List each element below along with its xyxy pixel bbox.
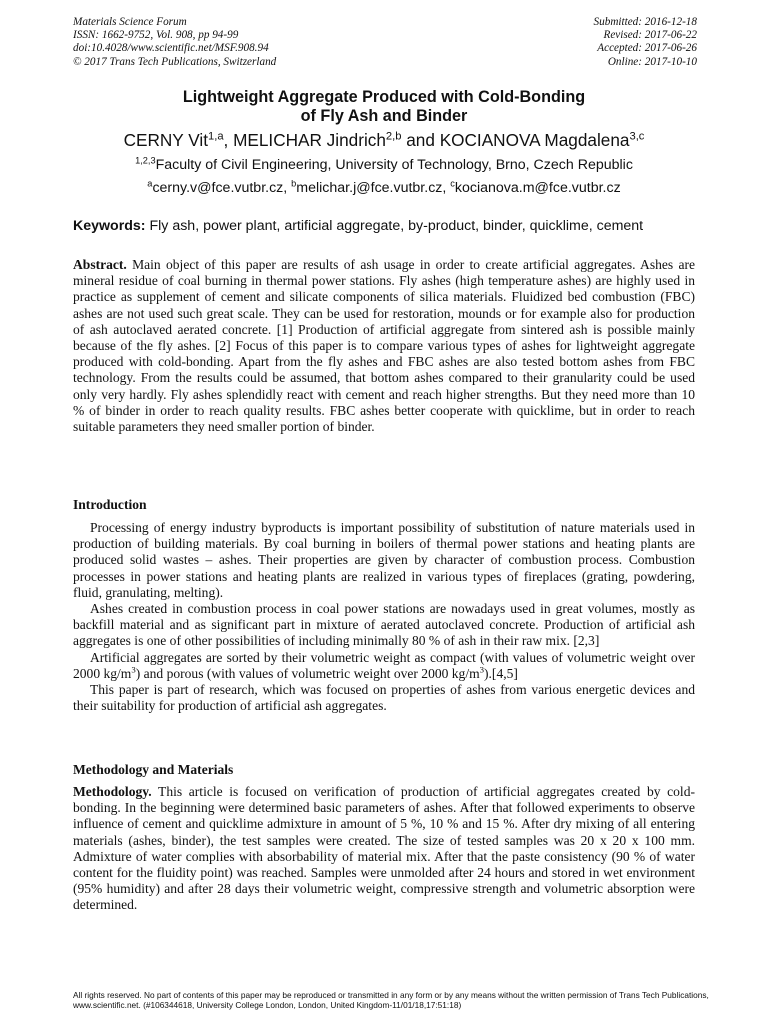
title-line-2: of Fly Ash and Binder — [300, 107, 468, 125]
email-a-sup: a — [147, 178, 153, 189]
online-date: Online: 2017-10-10 — [607, 55, 697, 68]
abstract — [73, 257, 695, 435]
intro-paragraph-2: Ashes created in combustion process in coal power stations are nowadays used in great volumes, mostly as backfill material and as significant part in mixture of aerated autoclaved concrete. Production of artificial ash aggregates is one of other possibilities of including minimally 80 % of ash in their raw mix. [2,3] — [73, 601, 695, 649]
submitted-date: Submitted: 2016-12-18 — [593, 16, 697, 28]
email-c: kocianova.m@fce.vutbr.cz — [454, 180, 621, 196]
copyright-footer: All rights reserved. No part of contents of this paper may be reproduced or transmitted in any form or by any means without the written permission of Trans Tech Publications, www.scientific.net. (#106344618, University College London, London, United Kingdom-11/01/18,17:51:18) — [73, 990, 709, 1010]
keywords-text: Fly ash, power plant, artificial aggregate, by-product, binder, quicklime, cement — [145, 218, 644, 234]
affiliation-text: Faculty of Civil Engineering, University of Technology, Brno, Czech Republic — [155, 157, 633, 173]
methodology-body — [73, 784, 695, 914]
header-left — [73, 16, 276, 69]
intro-paragraph-3 — [73, 650, 695, 682]
keywords-label: Keywords: — [73, 218, 146, 234]
header-right — [594, 16, 697, 69]
doi: doi:10.4028/www.scientific.net/MSF.908.94 — [73, 42, 269, 55]
email-c-sup: c — [450, 178, 455, 189]
author-1-sup: 1,a — [208, 130, 224, 143]
accepted-date: Accepted: 2017-06-26 — [597, 42, 697, 55]
intro-p3-sup-1: 3 — [131, 664, 136, 675]
keywords — [73, 218, 703, 234]
methodology-text: This article is focused on verification of production of artificial aggregates created by cold-bonding. In the beginning were determined basic parameters of ashes. After that followed experiments to observe influence of cement and quicklime admixture in amount of 5 %, 10 % and 15 %. After dry mixing of all entering materials (ashes, binder), the test samples were created. The size of tested samples was 20 x 20 x 100 mm. Admixture of water complies with absorbability of material mix. After that the paste consistency (90 % of water content for the fluidity point) was reached. Samples were unmolded after 24 hours and stored in wet environment (95% humidity) and after 28 days their volumetric weight, compressive strength and volumetric absorption were determined. — [73, 784, 695, 913]
abstract-label: Abstract. — [73, 257, 127, 272]
methodology-heading: Methodology and Materials — [73, 762, 234, 777]
introduction-heading: Introduction — [73, 497, 147, 512]
author-2: MELICHAR Jindrich — [233, 130, 386, 150]
intro-paragraph-1: Processing of energy industry byproducts is important possibility of substitution of nature materials used in production of building materials. By coal burning in boilers of thermal power stations and heating plants are produced solid wastes – ashes. Their properties are given by character of combustion process. Combustion processes in power stations and heating plants are realized in various types of fireplaces (grating, powdering, fluid, granulating, melting). — [73, 520, 695, 600]
author-separator: , — [223, 130, 234, 150]
revised-date: Revised: 2017-06-22 — [603, 29, 697, 42]
intro-paragraph-4: This paper is part of research, which was focused on properties of ashes from various energetic devices and their suitability for production of artificial ash aggregates. — [73, 682, 695, 714]
intro-p3-part-b: ) and porous (with values of volumetric weight over 2000 kg/m — [135, 665, 480, 681]
abstract-text: Main object of this paper are results of ash usage in order to create artificial aggregates. Ashes are mineral residue of coal burning in thermal power stations. Fly ashes (high temperature ashes) are highly used in practice as supplement of cement and silicate components of silica materials. Fluidized bed combustion (FBC) ashes are not used such great scale. They can be used for restoration, mounds or for example also for production of ash autoclaved aerated concrete. [1] Production of artificial aggregate from sintered ash is possible mainly because of the fly ashes. [2] Focus of this paper is to compare various types of ashes for lightweight aggregate produced with cold-bonding. Apart from the fly ashes and FBC ashes are also tested bottom ashes from FBC technology. From the results could be assumed, that bottom ashes compared to their granularity could be used only very hardly. Fly ashes splendidly react with cement and reach higher strengths. But they need more than 10 % of binder in order to reach quality results. FBC ashes better cooperate with quicklime, but in order to reach suitable parameters they need smaller portion of binder. — [73, 257, 695, 435]
email-a: cerny.v@fce.vutbr.cz, — [152, 180, 292, 196]
email-b: melichar.j@fce.vutbr.cz, — [296, 180, 451, 196]
author-list — [0, 130, 768, 151]
intro-p3-part-a: Artificial aggregates are sorted by their volumetric weight as compact (with values of volumetric weight over 2000 kg/m — [73, 649, 695, 681]
author-3: KOCIANOVA Magdalena — [439, 130, 630, 150]
title-line-1: Lightweight Aggregate Produced with Cold-Bonding — [182, 88, 586, 106]
author-2-sup: 2,b — [385, 130, 402, 143]
author-separator: and — [401, 130, 440, 150]
introduction-body — [73, 520, 695, 714]
author-1: CERNY Vit — [123, 130, 208, 150]
intro-p3-sup-2: 3 — [479, 664, 485, 675]
methodology-label: Methodology. — [73, 784, 152, 799]
journal-name: Materials Science Forum — [73, 16, 187, 28]
email-b-sup: b — [291, 178, 297, 189]
affiliation — [0, 157, 768, 173]
intro-p3-part-c: ).[4,5] — [484, 665, 518, 681]
email-list — [0, 180, 768, 196]
issn: ISSN: 1662-9752, Vol. 908, pp 94-99 — [73, 29, 239, 42]
affiliation-sup: 1,2,3 — [135, 155, 156, 166]
copyright: © 2017 Trans Tech Publications, Switzerland — [73, 55, 277, 68]
author-3-sup: 3,c — [629, 130, 645, 143]
paper-title — [0, 88, 768, 126]
